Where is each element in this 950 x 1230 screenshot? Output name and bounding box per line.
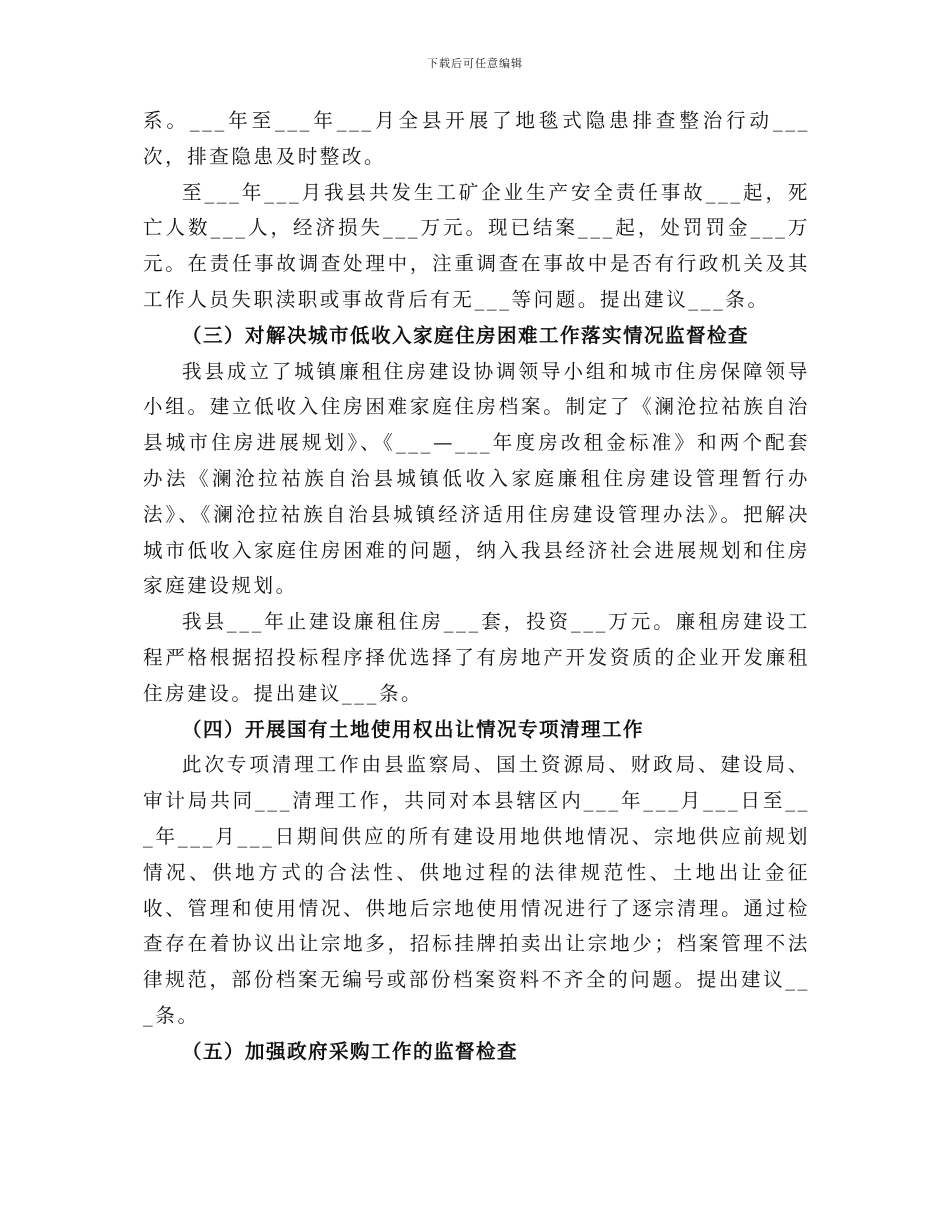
section-heading-3: （三）对解决城市低收入家庭住房困难工作落实情况监督检查	[182, 323, 750, 347]
section-heading-4: （四）开展国有土地使用权出让情况专项清理工作	[182, 717, 645, 741]
page-header: 下载后可任意编辑	[427, 57, 523, 70]
section-heading-5: （五）加强政府采购工作的监督检查	[182, 1039, 519, 1063]
paragraph-housing-policy: 我县成立了城镇廉租住房建设协调领导小组和城市住房保障领导小组。建立低收入住房困难家庭住房档案。制定了《澜沧拉祜族自治县城市住房进展规划》、《___—___年度房改租金标准》和两个配套办法《澜沧拉祜族自治县城镇低收入家庭廉租住房建设管理暂行办法》、《澜沧拉祜族自治县城镇经济适用住房建设管理办法》。把解决城市低收入家庭住房困难的问题，纳入我县经济社会进展规划和住房家庭建设规划。	[143, 359, 810, 598]
paragraph-land-cleanup: 此次专项清理工作由县监察局、国土资源局、财政局、建设局、审计局共同___清理工作，共同对本县辖区内___年___月___日至___年___月___日期间供应的所有建设用地供地情况、宗地供应前规划情况、供地方式的合法性、供地过程的法律规范性、土地出让金征收、管理和使用情况、供地后宗地使用情况进行了逐宗清理。通过检查存在着协议出让宗地多，招标挂牌拍卖出让宗地少；档案管理不法律规范，部份档案无编号或部份档案资料不齐全的问题。提出建议___条。	[143, 753, 810, 1027]
paragraph-housing-construction: 我县___年止建设廉租住房___套，投资___万元。廉租房建设工程严格根据招投标程序择优选择了有房地产开发资质的企业开发廉租住房建设。提出建议___条。	[143, 610, 810, 705]
document-body	[143, 103, 810, 1070]
paragraph-accidents: 至___年___月我县共发生工矿企业生产安全责任事故___起，死亡人数___人，经济损失___万元。现已结案___起，处罚罚金___万元。在责任事故调查处理中，注重调查在事故中是否有行政机关及其工作人员失职渎职或事故背后有无___等问题。提出建议___条。	[143, 180, 811, 311]
paragraph-continuation: 系。___年至___年___月全县开展了地毯式隐患排查整治行动___次，排查隐患及时整改。	[143, 109, 810, 168]
